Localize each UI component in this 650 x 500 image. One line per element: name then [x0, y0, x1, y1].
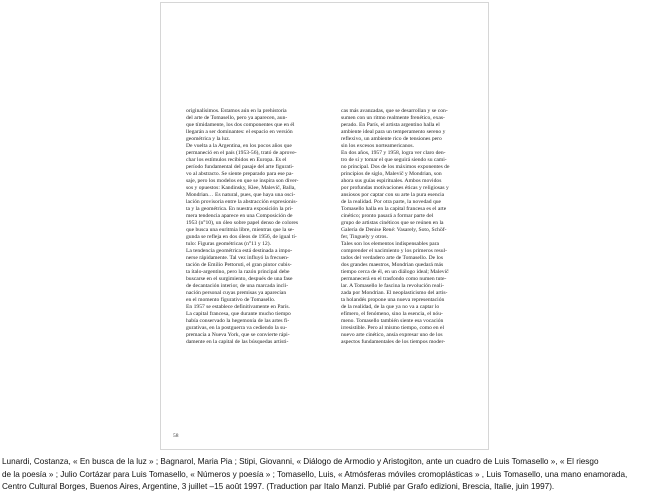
text-line: tados del verdadero arte de Tomasello. De los — [341, 255, 444, 261]
text-line: gunda se refleja en dos óleos de 1956, de igual tí- — [186, 234, 297, 240]
text-line: vo al abstracto. Se siente preparado para ese pa- — [186, 171, 294, 177]
text-line: irresistible. Pero al mismo tiempo, como en el — [341, 325, 444, 331]
text-line: comprender el nacimiento y los primeros resul- — [341, 248, 447, 254]
text-line: damente en la capital de las búsquedas artísti- — [186, 339, 289, 345]
text-line: tación de Emilio Pettoruti, el gran pintor cubis- — [186, 262, 292, 268]
text-line: perado. En París, el artista argentino halla el — [341, 122, 440, 128]
text-line: cas más avanzadas, que se desarrollan y se con- — [341, 108, 448, 114]
text-line: que busca una euritmia libre, mientras que la se- — [186, 227, 295, 233]
text-line: char los estímulos recibidos en Europa. Es el — [186, 157, 287, 163]
text-line: cinético; pronto pasará a formar parte del — [341, 213, 434, 219]
text-line: grupo de artistas cinéticos que se reúnen en la — [341, 220, 444, 226]
right-text-column — [341, 108, 476, 346]
text-line: zada por Mondrian. El neoplasticismo del artis- — [341, 290, 448, 296]
text-line: Tales son los elementos indispensables para — [341, 241, 439, 247]
text-line: efímero, el fenómeno, sino la esencia, el nóu- — [341, 311, 443, 317]
text-line: premacía a Nueva York, que se convierte rápi- — [186, 332, 290, 338]
caption-line: de la poesía » ; Julio Cortázar para Luis Tomasello, « Números y poesía » ; Tomasello, Luis, « Atmósferas móviles cromoplásticas » , Luis Tomasello, una mano enamorada, — [2, 469, 628, 479]
text-line: no principal. Dos de los máximos exponentes de — [341, 164, 450, 170]
citation-caption — [2, 456, 648, 494]
text-line: de la realidad, de la que ya no va a captar lo — [341, 304, 440, 310]
text-line: por profundas motivaciones éticas y religiosas y — [341, 185, 449, 191]
text-line: tro de sí y tomar el que seguirá siendo su cami- — [341, 157, 447, 163]
text-line: originalísimos. Estamos aún en la prehistoria — [186, 108, 287, 114]
text-line: ta y la geométrica. En nuestra exposición la pri- — [186, 206, 294, 212]
text-line: En 1957 se establece definitivamente en París. — [186, 304, 290, 310]
text-line: Mondrian… Es natural, pues, que haya una osci- — [186, 192, 296, 198]
text-line: dos grandes maestros, Mondrian quedará más — [341, 262, 444, 268]
text-line: La tendencia geométrica está destinada a impo- — [186, 248, 293, 254]
text-line: fer, Tinguely y otros. — [341, 234, 388, 240]
text-line: aspectos fundamentales de los tiempos moder- — [341, 339, 446, 345]
text-line: sumen con un ritmo realmente frenético, exas- — [341, 115, 445, 121]
text-line: reflexivo, un ambiente rico de tensiones pero — [341, 136, 442, 142]
text-line: mera tendencia aparece en una Composición de — [186, 213, 293, 219]
text-line: permaneció en el país (1953-56), trató de aprove- — [186, 150, 297, 156]
left-text-column — [186, 108, 326, 346]
text-line: de la realidad. Por otra parte, la novedad que — [341, 199, 442, 205]
text-line: meno. Tomasello también siente esa vocación — [341, 318, 444, 324]
text-line: ta holandés propone una nueva representación — [341, 297, 445, 303]
caption-line: Centro Cultural Borges, Buenos Aires, Argentine, 3 juillet –15 août 1997. (Traduction par Italo Manzi. Publié par Grafo edizioni, Brescia, Italie, juin 1997). — [2, 482, 555, 491]
text-line: nerse rápidamente. Tal vez influyó la frecuen- — [186, 255, 289, 261]
text-line: buscarse en el surgimiento, después de una fase — [186, 276, 293, 282]
text-line: sos y opuestos: Kandinsky, Klee, Malevič, Balla, — [186, 185, 296, 191]
text-line: La capital francesa, que durante mucho tiempo — [186, 311, 291, 317]
text-line: saje, pero los modelos en que se inspira son diver- — [186, 178, 299, 184]
caption-line: Lunardi, Costanza, « En busca de la luz » ; Bagnarol, Maria Pia ; Stipi, Giovanni, « Diálogo de Armodio y Aristogiton, ante un cuadro de Luis Tomasello », « El riesgo — [2, 457, 599, 466]
text-line: ansiosos por captar con su arte la pura esencia — [341, 192, 445, 198]
text-line: tulo: Figuras geométricas (n°11 y 12). — [186, 241, 271, 247]
text-line: Tomasello halla en la capital francesa es el arte — [341, 206, 447, 212]
text-line: 1953 (n°10), un óleo sobre papel denso de colores — [186, 220, 299, 226]
text-line: del arte de Tomasello, pero ya aparecen, aun- — [186, 115, 288, 121]
text-line: Galería de Denise René: Vasarely, Soto, Schöf- — [341, 227, 447, 233]
text-line: permanecerá en el trasfondo como numen tute- — [341, 276, 447, 282]
text-line: que tímidamente, los dos componentes que en él — [186, 122, 295, 128]
text-line: sin los excesos norteamericanos. — [341, 143, 415, 149]
text-line: período fundamental del pasaje del arte figurati- — [186, 164, 294, 170]
text-line: tiempo cerca de él, en un diálogo ideal; Malevič — [341, 269, 449, 275]
text-line: ta ítalo-argentino, pero la razón principal debe — [186, 269, 290, 275]
text-line: lar. A Tomasello le fascina la revolución reali- — [341, 283, 444, 289]
page-number: 58 — [173, 433, 179, 439]
scanned-page — [160, 2, 489, 450]
text-line: llegarán a ser dominantes: el espacio en versión — [186, 129, 293, 135]
text-line: de decantación interior, de una marcada incli- — [186, 283, 289, 289]
text-line: En dos años, 1957 y 1958, logra ver claro den- — [341, 150, 446, 156]
text-line: principios de siglo, Malevič y Mondrian, son — [341, 171, 442, 177]
text-line: geométrica y la luz. — [186, 136, 231, 142]
text-line: ambiente ideal para un temperamento sereno y — [341, 129, 446, 135]
text-line: nación personal cuyas premisas ya aparecían — [186, 290, 287, 296]
text-line: lación provisoria entre la abstracción expresionis- — [186, 199, 298, 205]
text-line: De vuelta a la Argentina, en los pocos años que — [186, 143, 292, 149]
text-line: gurativas, en la postguerra va cediendo la su- — [186, 325, 287, 331]
text-line: había conservado la hegemonía de las artes fi- — [186, 318, 290, 324]
text-line: ahora sus guías espirituales. Ambos movidos — [341, 178, 442, 184]
text-line: en el momento figurativo de Tomasello. — [186, 297, 276, 303]
text-line: nuevo arte cinético, ansía expresar uno de los — [341, 332, 443, 338]
